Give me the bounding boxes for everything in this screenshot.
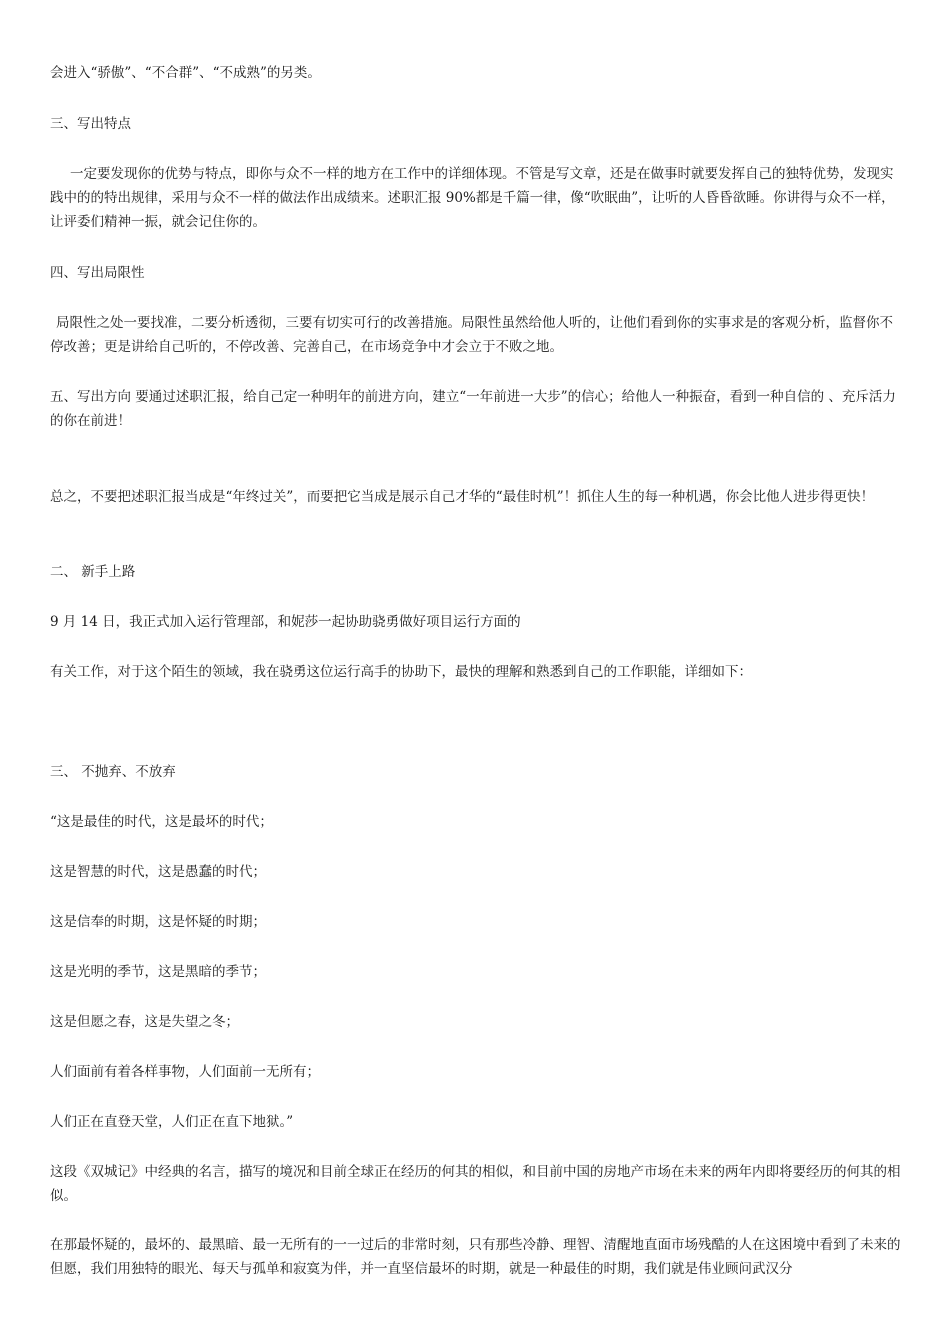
heading-features: 三、写出特点 (50, 116, 131, 132)
heading-never-give-up: 三、 不抛弃、不放弃 (50, 764, 176, 780)
heading-new-start: 二、 新手上路 (50, 564, 136, 580)
quote-line-4: 这是光明的季节，这是黑暗的季节； (50, 964, 266, 980)
paragraph-summary: 总之，不要把述职汇报当成是“年终过关”，而要把它当成是展示自己才华的“最佳时机”！抓住人生的每一种机遇，你会比他人进步得更快！ (50, 489, 875, 505)
paragraph-direction: 五、写出方向 要通过述职汇报，给自己定一种明年的前进方向，建立“一年前进一大步”的信心；给他人一种振奋，看到一种自信的 、充斥活力的你在前进！ (50, 389, 896, 429)
paragraph-limitations: 局限性之处一要找准，二要分析透彻，三要有切实可行的改善措施。局限性虽然给他人听的，让他们看到你的实事求是的客观分析，监督你不停改善；更是讲给自己听的，不停改善、完善自己，在市场竞争中才会立于不败之地。 (50, 315, 893, 355)
paragraph-quote-comment: 这段《双城记》中经典的名言，描写的境况和目前全球正在经历的何其的相似，和目前中国的房地产市场在未来的两年内即将要经历的何其的相似。 (50, 1164, 901, 1204)
paragraph-features: 一定要发现你的优势与特点，即你与众不一样的地方在工作中的详细体现。不管是写文章，还是在做事时就要发挥自己的独特优势，发现实践中的的特出规律，采用与众不一样的做法作出成绩来。述职汇报 90%都是千篇一律，像“吹眠曲”，让听的人昏昏欲睡。你讲得与众不一样，让评委们精神一振，就会记住你的。 (50, 166, 895, 230)
quote-line-5: 这是但愿之春，这是失望之冬； (50, 1014, 239, 1030)
quote-line-6: 人们面前有着各样事物，人们面前一无所有； (50, 1064, 320, 1080)
paragraph-work-intro: 有关工作，对于这个陌生的领域，我在骁勇这位运行高手的协助下，最快的理解和熟悉到自己的工作职能，详细如下： (50, 664, 752, 680)
quote-line-1: “这是最佳的时代，这是最坏的时代； (50, 814, 273, 830)
paragraph-hard-times: 在那最怀疑的，最坏的、最黑暗、最一无所有的一一过后的非常时刻，只有那些冷静、理智、清醒地直面市场残酷的人在这困境中看到了未来的但愿，我们用独特的眼光、每天与孤单和寂寞为伴，并一直坚信最坏的时期，就是一种最佳的时期，我们就是伟业顾问武汉分 (50, 1237, 901, 1277)
heading-limitations: 四、写出局限性 (50, 265, 145, 281)
paragraph-join-date: 9 月 14 日，我正式加入运行管理部，和妮莎一起协助骁勇做好项目运行方面的 (50, 614, 521, 630)
quote-line-7: 人们正在直登天堂，人们正在直下地狱。” (50, 1114, 294, 1130)
quote-line-2: 这是智慧的时代，这是愚蠢的时代； (50, 864, 266, 880)
quote-line-3: 这是信奉的时期，这是怀疑的时期； (50, 914, 266, 930)
paragraph-intro-tail: 会进入“骄傲”、“不合群”、“不成熟”的另类。 (50, 65, 321, 81)
